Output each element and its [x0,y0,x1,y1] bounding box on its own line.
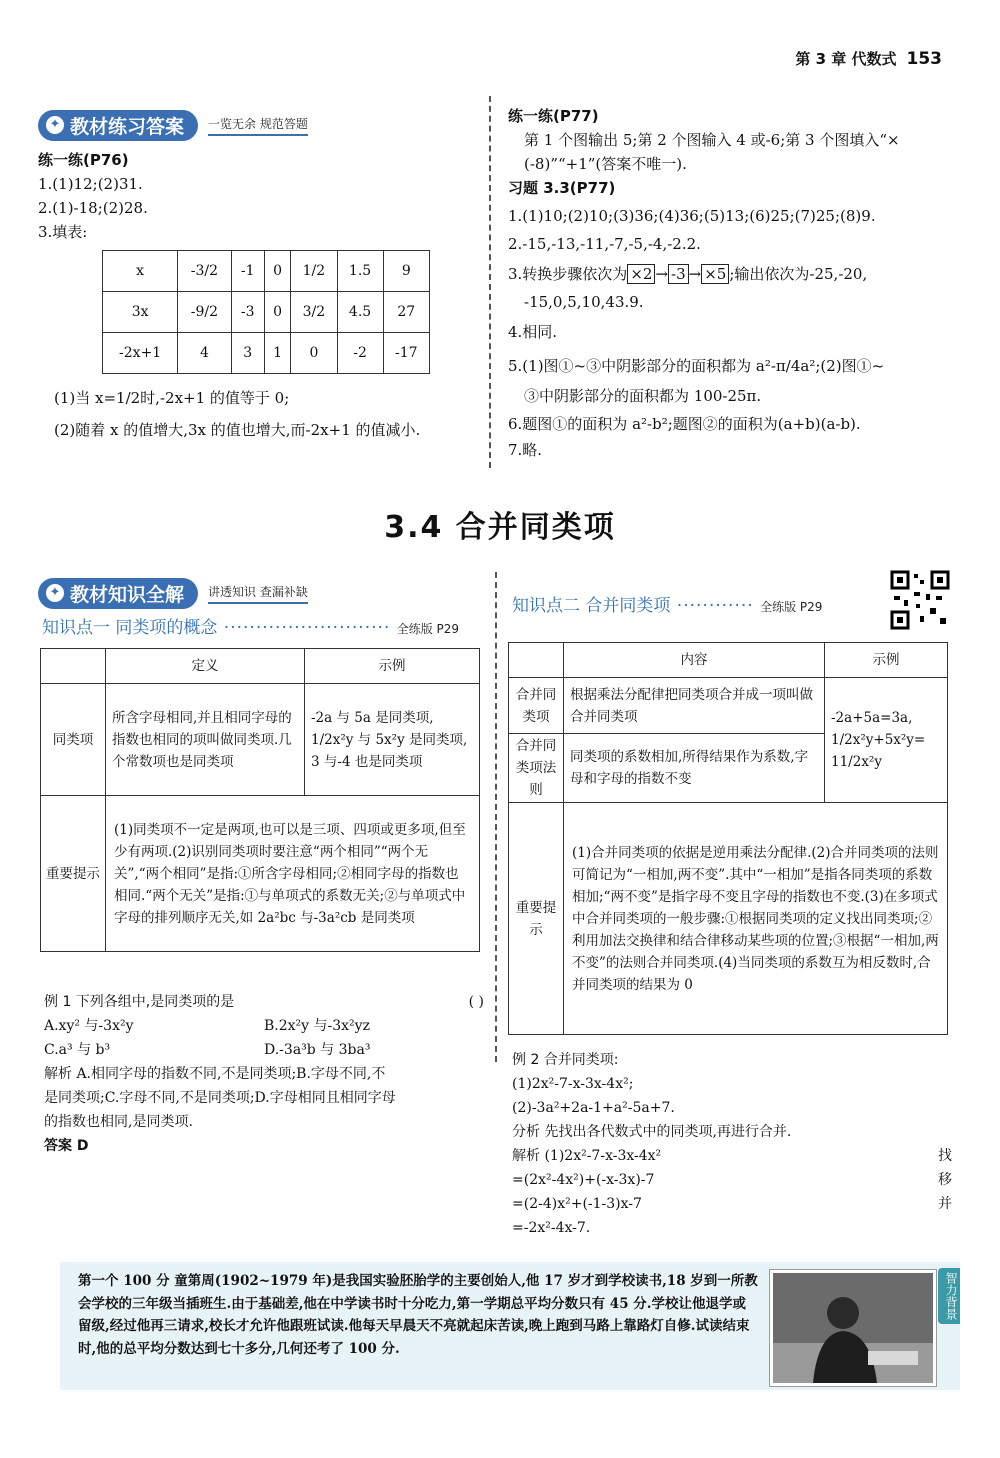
table-cell [41,649,106,684]
banner-title: 教材练习答案 [70,115,185,138]
left-answers [38,148,478,442]
table-cell: (1)同类项不一定是两项,也可以是三项、四项或更多项,但至少有两项.(2)识别同类项时要注意“两个相同”“两个无关”,“两个相同”是指:①所含字母相同;②相同字母的指数也相同.“两个无关”是指:①与单项式的系数无关;②与单项式中字母的排列顺序无关,如 2a²bc 与-3a²cb 是同类项 [106,796,480,952]
table-cell: 9 [383,251,429,292]
example-line: -2a+5a=3a, [831,710,913,726]
solution-line: =-2x²-4x-7. [512,1220,591,1236]
option: A.xy² 与-3x²y [44,1018,134,1034]
table-cell: 0 [264,292,290,333]
example-line: 3 与-4 也是同类项 [311,753,423,770]
step-box: ×5 [701,264,729,284]
row-label: 合并同类项法则 [509,734,564,803]
table-header: 示例 [825,643,948,678]
table-cell: 所含字母相同,并且相同字母的指数也相同的项叫做同类项.几个常数项也是同类项 [106,684,305,796]
table-row [509,803,948,1035]
row-label: 重要提示 [41,796,106,952]
answer-line: 2.(1)-18;(2)28. [38,199,148,217]
knowledge-point-2 [512,594,882,619]
banner-title: 教材知识全解 [70,583,185,606]
answer-line: 2.-15,-13,-11,-7,-5,-4,-2.2. [508,235,701,253]
answer-paren: ( ) [468,994,484,1010]
table-cell: -1 [231,251,264,292]
answer-line: 7.略. [508,441,543,459]
solution-line [512,1168,952,1192]
step-marker: 移 [938,1172,952,1188]
table-cell: (1)合并同类项的依据是逆用乘法分配律.(2)合并同类项的法则可简记为“一相加,两不变”.其中“一相加”是指各同类项的系数相加;“两不变”是指字母不变且字母的指数也不变.(3)在多项式中合并同类项的一般步骤:①根据同类项的定义找出同类项;②利用加法交换律和结合律移动某些项的位置;③根据“一相加,两不变”的法则合并同类项.(4)当同类项的系数互为相反数时,合并同类项的结果为 0 [564,803,948,1035]
table-cell: x [103,251,178,292]
step-box: -3 [668,264,689,284]
option: D.-3a³b 与 3ba³ [264,1042,371,1058]
answer-line: 1.(1)10;(2)10;(3)36;(4)36;(5)13;(6)25;(7)25;(8)9. [508,207,876,225]
step-box: ×2 [627,264,655,284]
example-1 [44,990,484,1158]
solution-text: 解析 (1)2x²-7-x-3x-4x² [512,1148,662,1164]
table-cell: 1 [264,333,290,374]
table-cell: 4.5 [337,292,383,333]
knowledge-banner [38,578,308,608]
table-cell: 同类项的系数相加,所得结果作为系数,字母和字母的指数不变 [564,734,825,803]
question-part: (2)-3a²+2a-1+a²-5a+7. [512,1100,675,1116]
table-header: 定义 [106,649,305,684]
question [44,990,484,1014]
column-divider [489,96,491,468]
table-cell: -9/2 [178,292,231,333]
table-cell: 1/2 [291,251,337,292]
kp-ref: 全练版 P29 [396,622,460,636]
portrait-image [773,1273,933,1383]
table-cell: 0 [264,251,290,292]
exercise-heading: 习题 3.3(P77) [508,179,616,197]
question-text: 例 2 合并同类项: [512,1052,619,1068]
kp-title: 知识点一 同类项的概念 [42,618,218,638]
concept-table [40,648,480,952]
answer-line: (-8)”“+1”(答案不唯一). [524,155,687,173]
answer-line: 第 1 个图输出 5;第 2 个图输入 4 或-6;第 3 个图填入“× [524,131,900,149]
example-2 [512,1048,952,1240]
banner-subtitle: 一览无余 规范答题 [208,115,308,136]
banner-subtitle: 讲透知识 查漏补缺 [208,583,308,604]
dots: ·························· [217,618,397,638]
answer-text: 3.转换步骤依次为 [508,265,628,283]
table-cell: -3 [231,292,264,333]
dots: ············ [670,596,761,616]
example-line: 1/2x²y+5x²y= [831,732,926,748]
portrait-photo [770,1270,936,1386]
step-marker: 并 [938,1196,952,1212]
analysis-line: 的指数也相同,是同类项. [44,1114,193,1130]
column-divider [495,572,497,1062]
table-header: 内容 [564,643,825,678]
row-label: 重要提示 [509,803,564,1035]
question-part: (1)2x²-7-x-3x-4x²; [512,1076,634,1092]
analysis-line: 解析 A.相同字母的指数不同,不是同类项;B.字母不同,不 [44,1066,386,1082]
table-cell: 3x [103,292,178,333]
table-cell: 根据乘法分配律把同类项合并成一项叫做合并同类项 [564,678,825,734]
section-title: 3.4 合并同类项 [384,510,616,545]
table-row [103,292,430,333]
solution-text: =(2-4)x²+(-1-3)x-7 [512,1196,642,1212]
solution-text: =(2x²-4x²)+(-x-3x)-7 [512,1172,655,1188]
table-cell: 0 [291,333,337,374]
right-answers [508,104,958,462]
story-text: 第一个 100 分 童第周(1902~1979 年)是我国实验胚胎学的主要创始人,他 17 岁才到学校读书,18 岁到一所教会学校的三年级当插班生.由于基础差,他在中学读书时十分吃力,第一学期总平均分数只有 45 分.学校让他退学或留级,经过他再三请求,校长才允许他跟班试读.他每天早晨天不亮就起床苦读,晚上跑到马路上靠路灯自修.试读结束时,他的总平均分数达到七十多分,几何还考了 100 分. [78,1273,758,1357]
page-number: 153 [906,49,942,69]
table-row [509,643,948,678]
answer-line: 3.填表: [38,223,88,241]
table-cell: -2x+1 [103,333,178,374]
table-cell: -17 [383,333,429,374]
answer-line: 答案 D [44,1138,89,1154]
table-cell: 1.5 [337,251,383,292]
table-cell [305,684,480,796]
example-line: 1/2x²y 与 5x²y 是同类项, [311,731,468,748]
analysis-line: 分析 先找出各代数式中的同类项,再进行合并. [512,1124,792,1140]
kp-title: 知识点二 合并同类项 [512,596,671,616]
kp-ref: 全练版 P29 [760,600,823,614]
answers-banner [38,110,308,140]
exercise-heading: 练一练(P76) [38,151,129,169]
table-row [509,678,948,734]
background-story-box [60,1262,960,1390]
options-row [44,1038,484,1062]
example-line: 11/2x²y [831,754,882,770]
solution-line [512,1192,952,1216]
table-cell: -3/2 [178,251,231,292]
bird-icon: ✦ [46,116,64,134]
answer-text: ;输出依次为-25,-20, [729,265,868,283]
answer-line: -15,0,5,10,43.9. [524,293,644,311]
row-label: 合并同类项 [509,678,564,734]
chapter-header [795,48,942,69]
options-row [44,1014,484,1038]
table-cell: 3 [231,333,264,374]
analysis-line: 是同类项;C.字母不同,不是同类项;D.字母相同且相同字母 [44,1090,396,1106]
row-label: 同类项 [41,684,106,796]
option: C.a³ 与 b³ [44,1042,111,1058]
table-cell: 3/2 [291,292,337,333]
answer-line: 4.相同. [508,323,558,341]
qr-code-icon[interactable] [890,570,950,630]
answer-line: 6.题图①的面积为 a²-b²;题图②的面积为(a+b)(a-b). [508,415,861,433]
table-cell: 27 [383,292,429,333]
banner-pill [38,578,198,609]
answer-line: ③中阴影部分的面积都为 100-25π. [524,387,762,405]
value-table [102,250,430,374]
answer-line: 3.转换步骤依次为 ×2 → -3 → ×5 ;输出依次为-25,-20, [508,265,868,283]
bird-icon: ✦ [46,584,64,602]
merge-table [508,642,948,1035]
solution-line [512,1144,952,1168]
answer-line: 1.(1)12;(2)31. [38,175,143,193]
step-marker: 找 [938,1148,952,1164]
table-row [41,796,480,952]
question-text: 例 1 下列各组中,是同类项的是 [44,994,235,1010]
table-row [103,333,430,374]
answer-line: 5.(1)图①~③中阴影部分的面积都为 a²-π/4a²;(2)图①~ [508,357,885,375]
example-line: -2a 与 5a 是同类项, [311,709,434,726]
table-cell: 4 [178,333,231,374]
table-row [41,684,480,796]
table-row [41,649,480,684]
note-line: (1)当 x=1/2时,-2x+1 的值等于 0; [54,389,290,407]
table-cell [509,643,564,678]
table-cell [825,678,948,803]
table-cell: -2 [337,333,383,374]
chapter-label: 第 3 章 代数式 [795,50,897,68]
banner-pill [38,110,198,141]
option: B.2x²y 与-3x²yz [264,1018,370,1034]
exercise-heading: 练一练(P77) [508,107,599,125]
story-tab: 智力背景 [938,1268,960,1324]
table-row [103,251,430,292]
knowledge-point-1 [42,616,482,641]
note-line: (2)随着 x 的值增大,3x 的值也增大,而-2x+1 的值减小. [54,421,421,439]
table-header: 示例 [305,649,480,684]
